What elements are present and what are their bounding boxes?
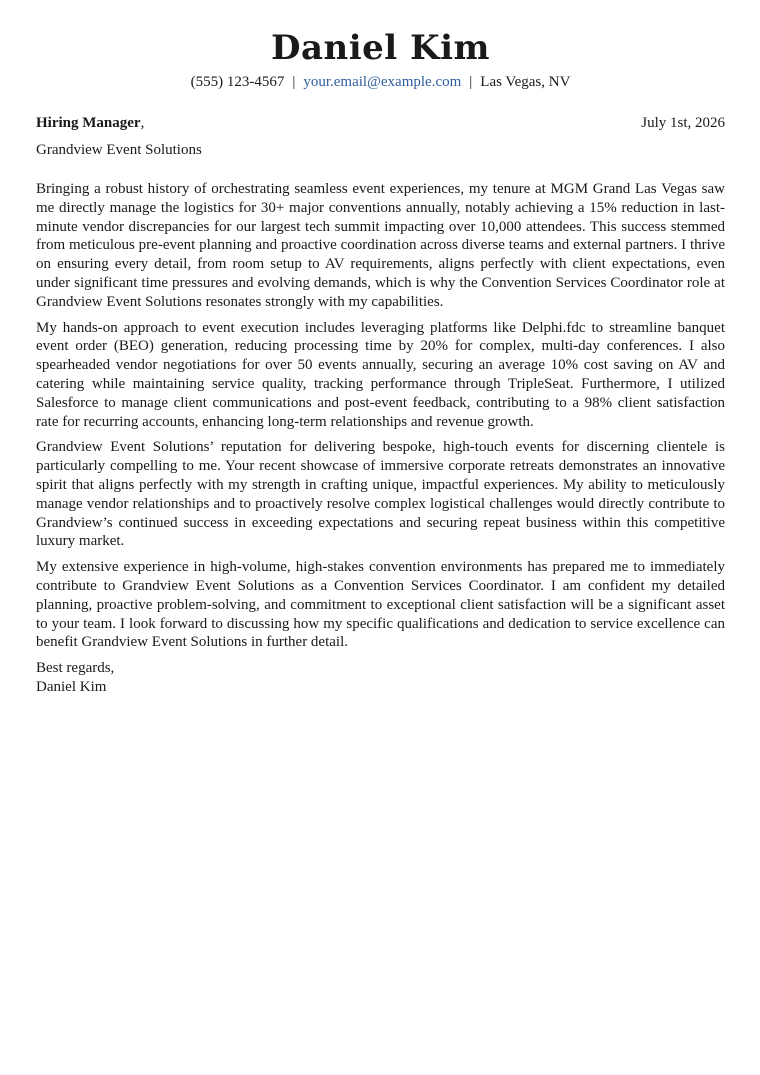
body-paragraph: Grandview Event Solutions’ reputation for delivering bespoke, high-touch events for discerning clientele is particularly compelling to me. Your recent showcase of immersive corporate retreats demonstrates an innovative spirit that aligns perfectly with my strength in crafting unique, impactful experiences. My ability to meticulously manage vendor relationships and to proactively resolve complex logistical challenges would directly contribute to Grandview’s continued success in exceeding expectations and securing repeat business within this competitive luxury market.: [36, 439, 725, 550]
salutation-comma: ,: [140, 115, 145, 131]
recipient-row: [36, 113, 725, 133]
body-paragraph: My extensive experience in high-volume, high-stakes convention environments has prepared me to immediately contribute to Grandview Event Solutions as a Convention Services Coordinator. I am confident my detailed planning, proactive problem-solving, and commitment to exceptional client satisfaction will be a significant asset to your team. I look forward to discussing how my specific qualifications and dedication to service excellence can benefit Grandview Event Solutions in further detail.: [36, 559, 725, 651]
letter-body: [36, 180, 725, 697]
closing-block: [36, 659, 725, 697]
body-paragraph: Bringing a robust history of orchestrating seamless event experiences, my tenure at MGM Grand Las Vegas saw me directly manage the logistics for 30+ major conventions annually, notably achieving a 15% reduction in last-minute vendor discrepancies for our largest tech summit impacting over 10,000 attendees. This success stemmed from meticulous pre-event planning and proactive coordination across diverse teams and external partners. I thrive on ensuring every detail, from room setup to AV requirements, aligns perfectly with client expectations, even under significant time pressures and evolving demands, which is why the Convention Services Coordinator role at Grandview Event Solutions resonates strongly with my capabilities.: [36, 181, 725, 310]
valediction: Best regards,: [36, 660, 115, 677]
phone-number: (555) 123-4567: [190, 74, 285, 90]
recipient-company: Grandview Event Solutions: [36, 142, 202, 158]
body-paragraph: My hands-on approach to event execution includes leveraging platforms like Delphi.fdc to streamline banquet event order (BEO) generation, reducing processing time by 20% for complex, multi-day conferences. I also spearheaded vendor negotiations for over 50 events annually, securing an average 10% cost saving on AV and catering while maintaining service quality, tracking performance through TripleSeat. Furthermore, I utilized Salesforce to manage client communications and post-event feedback, contributing to a 98% client satisfaction rate for recurring accounts, enhancing long-term relationships and revenue growth.: [36, 319, 725, 430]
contact-separator: |: [292, 74, 296, 90]
applicant-name: Daniel Kim: [271, 28, 490, 68]
letter-date: July 1st, 2026: [641, 115, 725, 131]
recipient-name: Hiring Manager: [36, 115, 141, 131]
contact-line: [36, 73, 725, 91]
salutation: [36, 115, 144, 131]
signature-name: Daniel Kim: [36, 678, 107, 695]
email-link[interactable]: your.email@example.com: [303, 74, 462, 90]
contact-separator: |: [469, 74, 473, 90]
location: Las Vegas, NV: [480, 74, 571, 90]
